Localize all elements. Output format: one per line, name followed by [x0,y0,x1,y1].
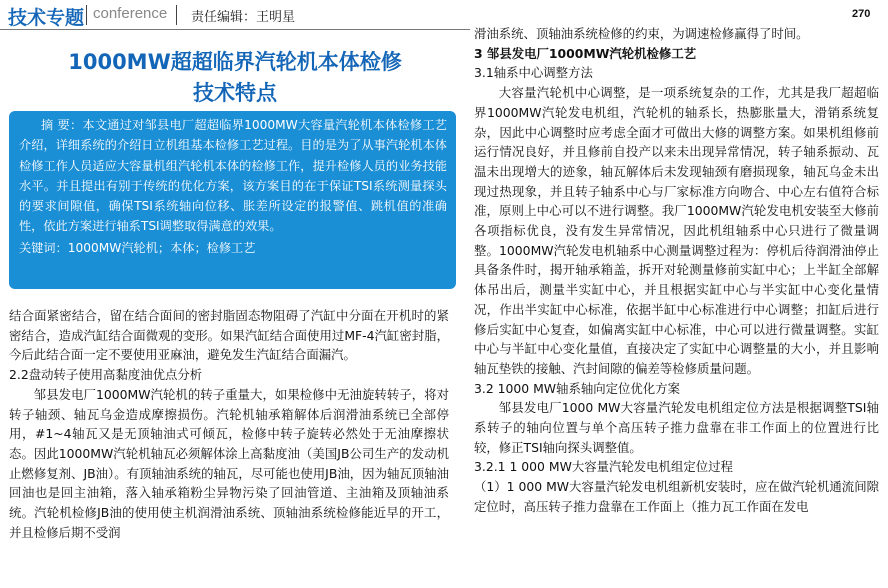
header-divider [176,5,177,25]
article-title-line1: 1000MW超超临界汽轮机本体检修 [68,50,402,74]
section-heading-3-1: 3.1轴系中心调整方法 [474,65,593,81]
editor-credit: 责任编辑：王明星 [191,10,296,25]
section-heading-3: 3 邹县发电厂1000MW汽轮机检修工艺 [474,45,697,61]
abstract-paragraph [19,115,447,237]
article-title-line2: 技术特点 [193,81,277,105]
keywords-line [19,238,447,258]
section-heading-2-2: 2.2盘动转子使用高黏度油优点分析 [9,367,203,383]
header-divider [86,5,87,25]
section-heading-3-2: 3.2 1000 MW轴系轴向定位优化方案 [474,380,680,396]
body-paragraph: 邹县发电厂1000 MW大容量汽轮发电机组定位方法是根据调整TSI轴系转子的轴向位置与单个高压转子推力盘靠在非工作面上的位置进行比较，修正TSI轴向探头调整值。 [474,400,879,455]
body-paragraph: 大容量汽轮机中心调整，是一项系统复杂的工作，尤其是我厂超超临界1000MW汽轮发电机组，汽轮机的轴系长，热膨胀量大，滑销系统复杂，因此中心调整时应考虑全面才可做出大修的调整方案。如果机组修前运行情况良好，并且修前自投产以来未出现异常情况，转子轴系振动、瓦温未出现增大的迹象，轴瓦解体后未发现轴颈有磨损现象，轴瓦乌金未出现过热现象，并且转子轴系中心与厂家标准方向吻合、中心左右值符合标准，原则上中心可以不进行调整。我厂1000MW汽轮发电机安装至大修前各项指标优良，没有发生异常情况，因此机组轴系中心只进行了微量调整。1000MW汽轮发电机轴系中心测量调整过程为：停机后待润滑油停止具备条件时，揭开轴承箱盖，拆开对轮测量修前实缸中心；上半缸全部解体吊出后，测量半实缸中心，并且根据实缸中心与半实缸中心变化量情况，作出半实缸中心标准，依据半缸中心标准进行中心调整；扣缸后进行修后实缸中心复查，如偏离实缸中心标准，中心可以进行微量调整。实缸中心与半缸中心变化量值，直接决定了实缸中心调整量的大小，并且影响轴瓦垫铁的接触、汽封间隙的偏差等检修质量问题。 [474,85,879,376]
left-column [9,306,449,542]
keywords-text: 1000MW汽轮机；本体；检修工艺 [67,240,256,255]
right-column [474,24,879,517]
section-heading-3-2-1: 3.2.1 1 000 MW大容量汽轮发电机组定位过程 [474,459,733,475]
body-paragraph: 结合面紧密结合，留在结合面间的密封脂固态物阻碍了汽缸中分面在开机时的紧密结合，造成汽缸结合面微观的变形。如果汽缸结合面使用过MF-4汽缸密封脂，今后此结合面一定不要使用亚麻油，避免发生汽缸结合面漏汽。 [9,308,449,363]
page-header [0,0,470,30]
abstract-box [9,111,456,289]
page-number: 270 [852,8,871,20]
abstract-label: 摘 要： [40,118,83,132]
column-name-en: conference [93,5,168,22]
header-rule [0,29,470,30]
body-paragraph: 邹县发电厂1000MW汽轮机的转子重量大，如果检修中无油旋转转子，将对转子轴颈、轴瓦乌金造成摩擦损伤。汽轮机轴承箱解体后润滑油系统已全部停用，#1~4轴瓦又是无顶轴油式可倾瓦，检修中转子旋转必然处于无油摩擦状态。因此1000MW汽轮机轴瓦必须解体涂上高黏度油（美国JB公司生产的发动机止燃修复剂、JB油）。有顶轴油系统的轴瓦，尽可能也使用JB油，因为轴瓦顶轴油回油也是回主油箱，落入轴承箱粉尘异物污染了回油管道、主油箱及顶轴油系统。汽轮机检修JB油的使用使主机润滑油系统、顶轴油系统检修能近早的开工，并且检修后期不受润 [9,386,449,540]
body-paragraph: 滑油系统、顶轴油系统检修的约束，为调速检修赢得了时间。 [474,26,809,41]
column-name: 技术专题 [8,7,85,29]
abstract-text: 本文通过对邹县电厂超超临界1000MW大容量汽轮机本体检修工艺介绍，详细系统的介绍日立机组基本检修工艺过程。目的是为了从事汽轮机本体检修工作人员适应大容量机组汽轮机本体的检修工作，提升检修人员的业务技能水平。并且提出有别于传统的优化方案，该方案目的在于保证TSI系统测量探头的要求间隙值，确保TSI系统轴向位移、胀差所设定的报警值、跳机值的准确性，依此方案进行轴系TSI调整取得满意的效果。 [19,118,447,234]
keywords-label: 关键词： [19,240,68,255]
body-paragraph: （1）1 000 MW大容量汽轮发电机组新机安装时，应在做汽轮机通流间隙定位时，高压转子推力盘靠在工作面上（推力瓦工作面在发电 [474,479,879,514]
